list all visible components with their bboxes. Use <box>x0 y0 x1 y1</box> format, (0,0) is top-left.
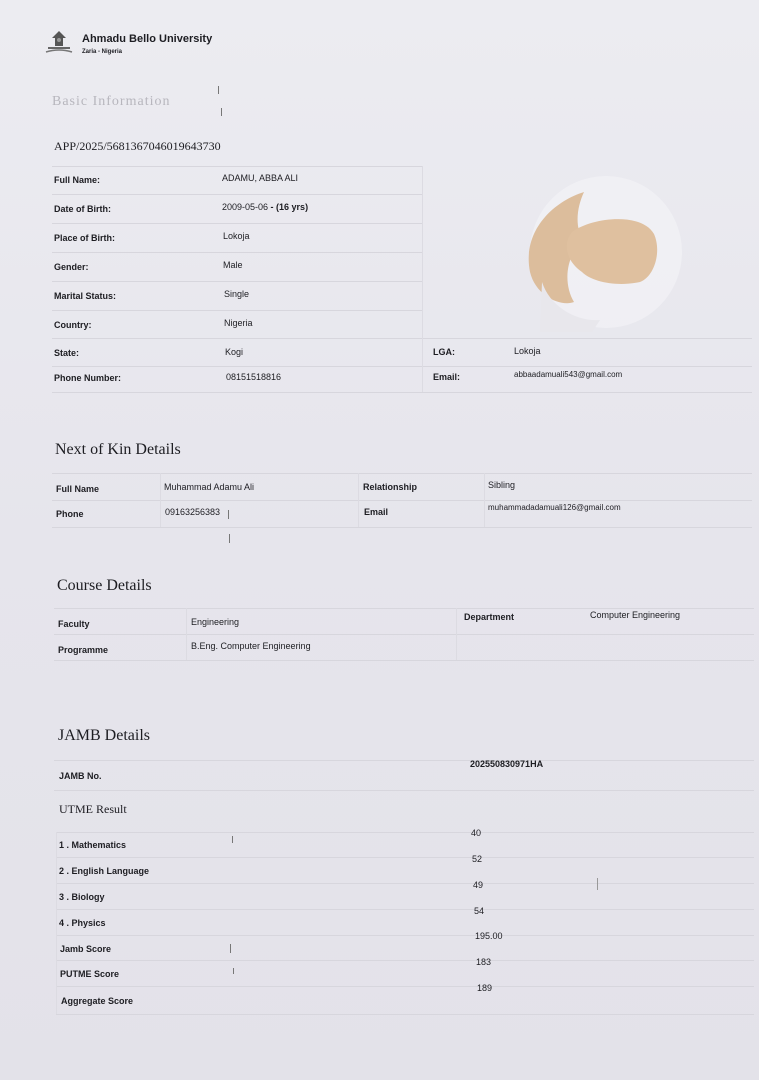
pen-mark <box>597 878 598 890</box>
field-label: Gender: <box>54 262 89 272</box>
passport-photo-icon <box>522 172 682 332</box>
jamb-no-value: 202550830971HA <box>470 759 544 769</box>
aggregate-score-value: 189 <box>477 983 493 993</box>
nok-email-label: Email <box>364 507 389 517</box>
university-name: Ahmadu Bello University <box>82 33 213 45</box>
field-value: 2009-05-06 - (16 yrs) <box>222 202 309 212</box>
subject-score: 54 <box>474 906 485 916</box>
department-value: Computer Engineering <box>590 610 681 620</box>
pen-mark <box>232 836 233 843</box>
pen-mark <box>233 968 234 974</box>
course-details-title: Course Details <box>57 577 152 594</box>
subject-label: 2 . English Language <box>59 866 150 876</box>
field-value: 08151518816 <box>226 372 282 382</box>
jamb-details-title: JAMB Details <box>58 727 150 744</box>
pen-mark <box>229 534 230 543</box>
field-label: Date of Birth: <box>54 204 111 214</box>
nok-relationship-label: Relationship <box>363 482 418 492</box>
email-value: abbaadamuali543@gmail.com <box>514 370 623 379</box>
pen-mark <box>230 944 231 953</box>
putme-score-label: PUTME Score <box>60 969 120 979</box>
field-value: Single <box>224 289 250 299</box>
subject-score: 49 <box>473 880 484 890</box>
field-label: Full Name: <box>54 175 101 185</box>
utme-result-title: UTME Result <box>59 802 127 816</box>
pen-mark <box>221 108 222 116</box>
university-location: Zaria - Nigeria <box>82 49 123 55</box>
nok-name-label: Full Name <box>56 484 100 494</box>
jamb-score-value: 195.00 <box>475 931 503 941</box>
field-label: Phone Number: <box>54 373 122 383</box>
basic-info-title: Basic Information <box>52 94 171 109</box>
jamb-score-label: Jamb Score <box>60 944 112 954</box>
university-crest-icon <box>44 28 74 58</box>
field-value: ADAMU, ABBA ALI <box>222 173 299 183</box>
subject-label: 4 . Physics <box>59 918 106 928</box>
pen-mark <box>228 510 229 519</box>
lga-value: Lokoja <box>514 346 541 356</box>
email-label: Email: <box>433 372 461 382</box>
aggregate-score-label: Aggregate Score <box>61 996 134 1006</box>
faculty-label: Faculty <box>58 619 90 629</box>
subject-score: 52 <box>472 854 483 864</box>
next-of-kin-title: Next of Kin Details <box>55 441 181 458</box>
application-id: APP/2025/5681367046019643730 <box>54 139 221 153</box>
jamb-no-label: JAMB No. <box>59 771 102 781</box>
lga-label: LGA: <box>433 347 455 357</box>
field-value: Kogi <box>225 347 244 357</box>
subject-label: 3 . Biology <box>59 892 105 902</box>
field-value: Lokoja <box>223 231 250 241</box>
putme-score-value: 183 <box>476 957 492 967</box>
field-label: Country: <box>54 320 92 330</box>
nok-email-value: muhammadadamuali126@gmail.com <box>488 503 621 512</box>
department-label: Department <box>464 612 515 622</box>
subject-score: 40 <box>471 828 482 838</box>
nok-phone-value: 09163256383 <box>165 507 221 517</box>
field-value: Nigeria <box>224 318 253 328</box>
subject-label: 1 . Mathematics <box>59 840 127 850</box>
programme-label: Programme <box>58 645 109 655</box>
faculty-value: Engineering <box>191 617 240 627</box>
nok-relationship-value: Sibling <box>488 480 516 490</box>
nok-phone-label: Phone <box>56 509 84 519</box>
field-label: Marital Status: <box>54 291 117 301</box>
field-label: Place of Birth: <box>54 233 116 243</box>
nok-name-value: Muhammad Adamu Ali <box>164 482 255 492</box>
field-label: State: <box>54 348 80 358</box>
pen-mark <box>218 86 219 94</box>
programme-value: B.Eng. Computer Engineering <box>191 641 311 651</box>
field-value: Male <box>223 260 243 270</box>
